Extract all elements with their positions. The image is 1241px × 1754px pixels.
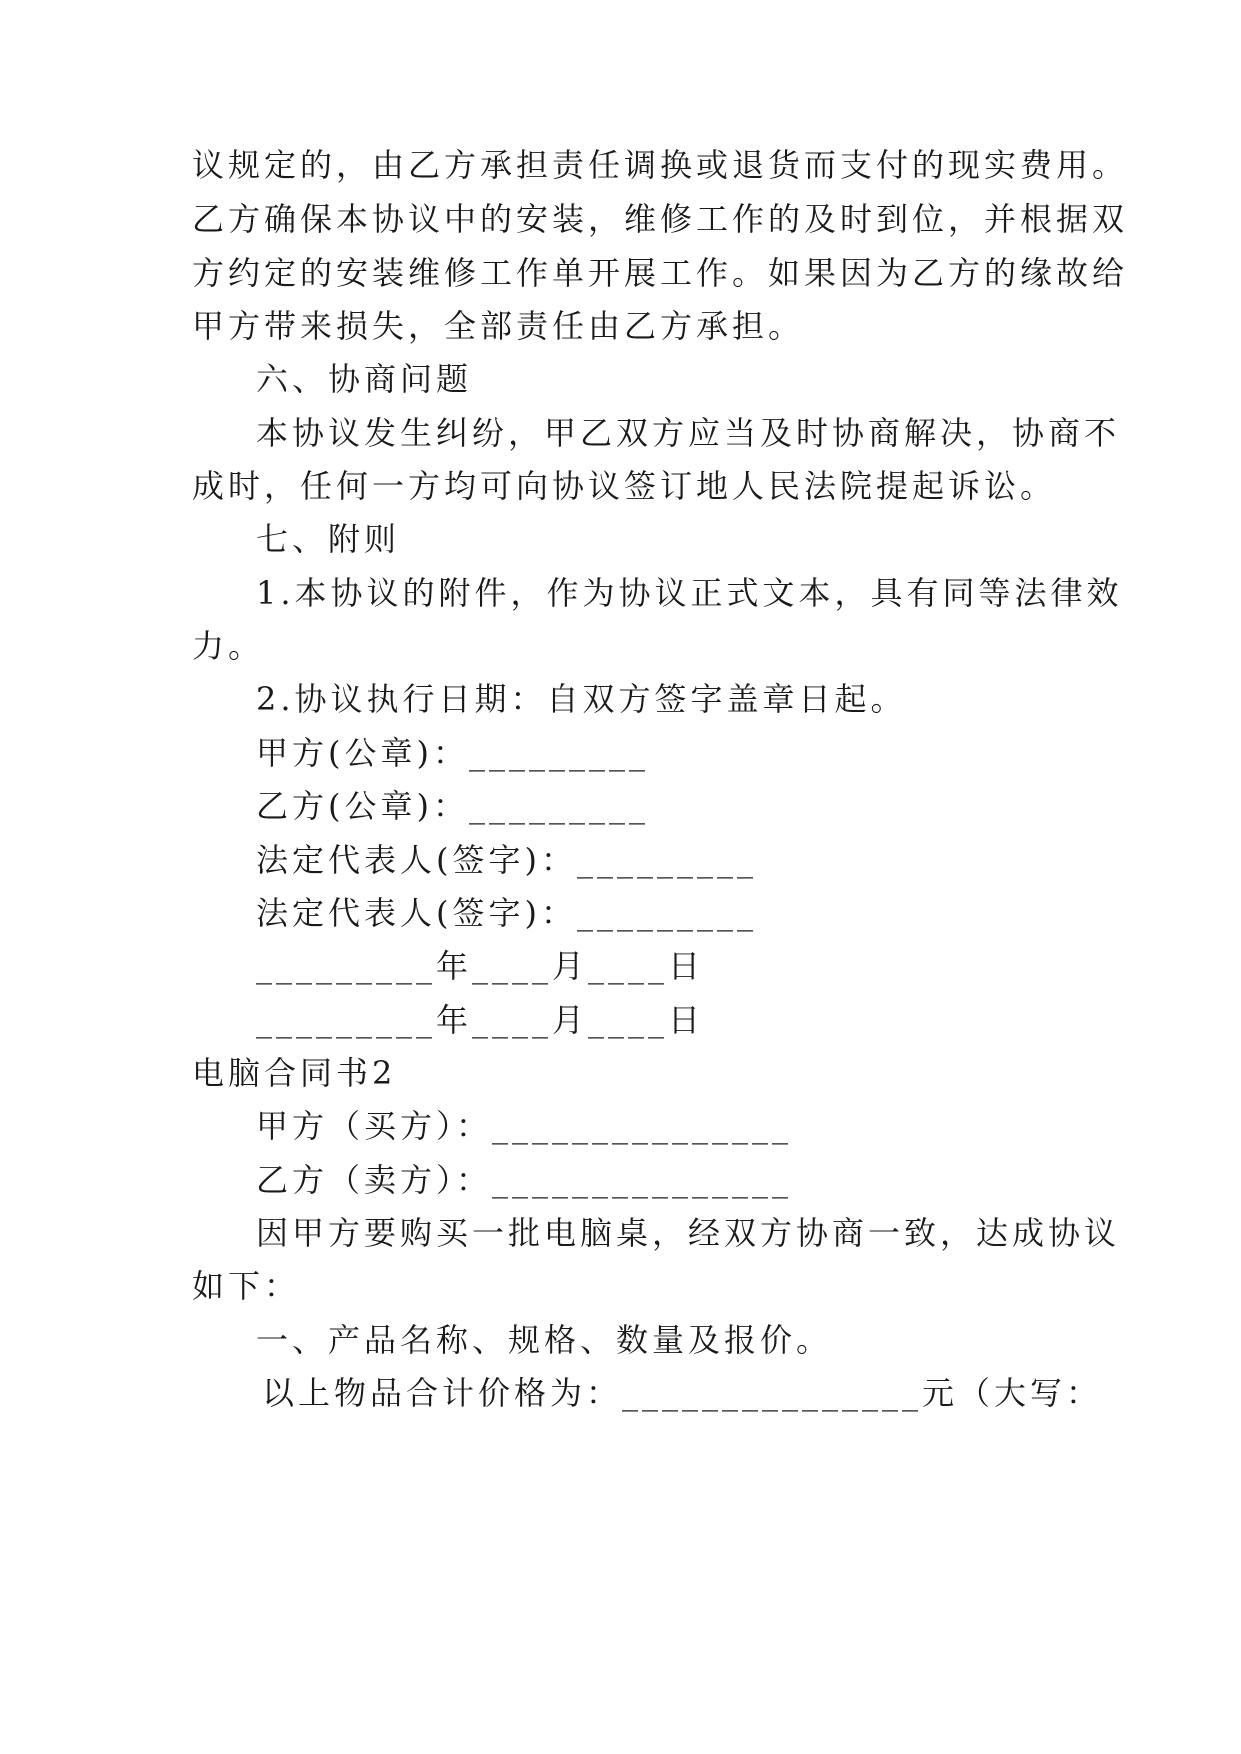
section-heading: 七、附则 [256,520,401,558]
paragraph-line: 1.本协议的附件，作为协议正式文本，具有同等法律效 [256,574,1123,612]
signature-line: 法定代表人(签字)：_________ [256,841,757,879]
date-line: _________年____月____日 [256,1001,705,1039]
document-title: 电脑合同书2 [192,1054,397,1092]
paragraph-line: 乙方确保本协议中的安装，维修工作的及时到位，并根据双 [192,200,1129,238]
signature-line: 甲方(公章)：_________ [256,734,649,772]
paragraph-line: 本协议发生纠纷，甲乙双方应当及时协商解决，协商不 [256,414,1121,452]
section-heading: 一、产品名称、规格、数量及报价。 [256,1321,833,1359]
party-line: 乙方（卖方）：_______________ [256,1161,793,1199]
paragraph-line: 因甲方要购买一批电脑桌，经双方协商一致，达成协议 [256,1214,1121,1252]
signature-line: 乙方(公章)：_________ [256,787,649,825]
paragraph-line: 力。 [192,627,265,665]
paragraph-line: 成时，任何一方均可向协议签订地人民法院提起诉讼。 [192,467,1057,505]
date-line: _________年____月____日 [256,947,705,985]
party-line: 甲方（买方）：_______________ [256,1107,793,1145]
paragraph-line: 2.协议执行日期：自双方签字盖章日起。 [256,680,907,718]
paragraph-line: 议规定的，由乙方承担责任调换或退货而支付的现实费用。 [192,146,1129,184]
paragraph-line: 以上物品合计价格为：_______________元（大写： [262,1374,1103,1412]
section-heading: 六、协商问题 [256,360,473,398]
paragraph-line: 方约定的安装维修工作单开展工作。如果因为乙方的缘故给 [192,254,1129,292]
paragraph-line: 如下： [192,1267,301,1305]
signature-line: 法定代表人(签字)：_________ [256,894,757,932]
paragraph-line: 甲方带来损失，全部责任由乙方承担。 [192,307,805,345]
